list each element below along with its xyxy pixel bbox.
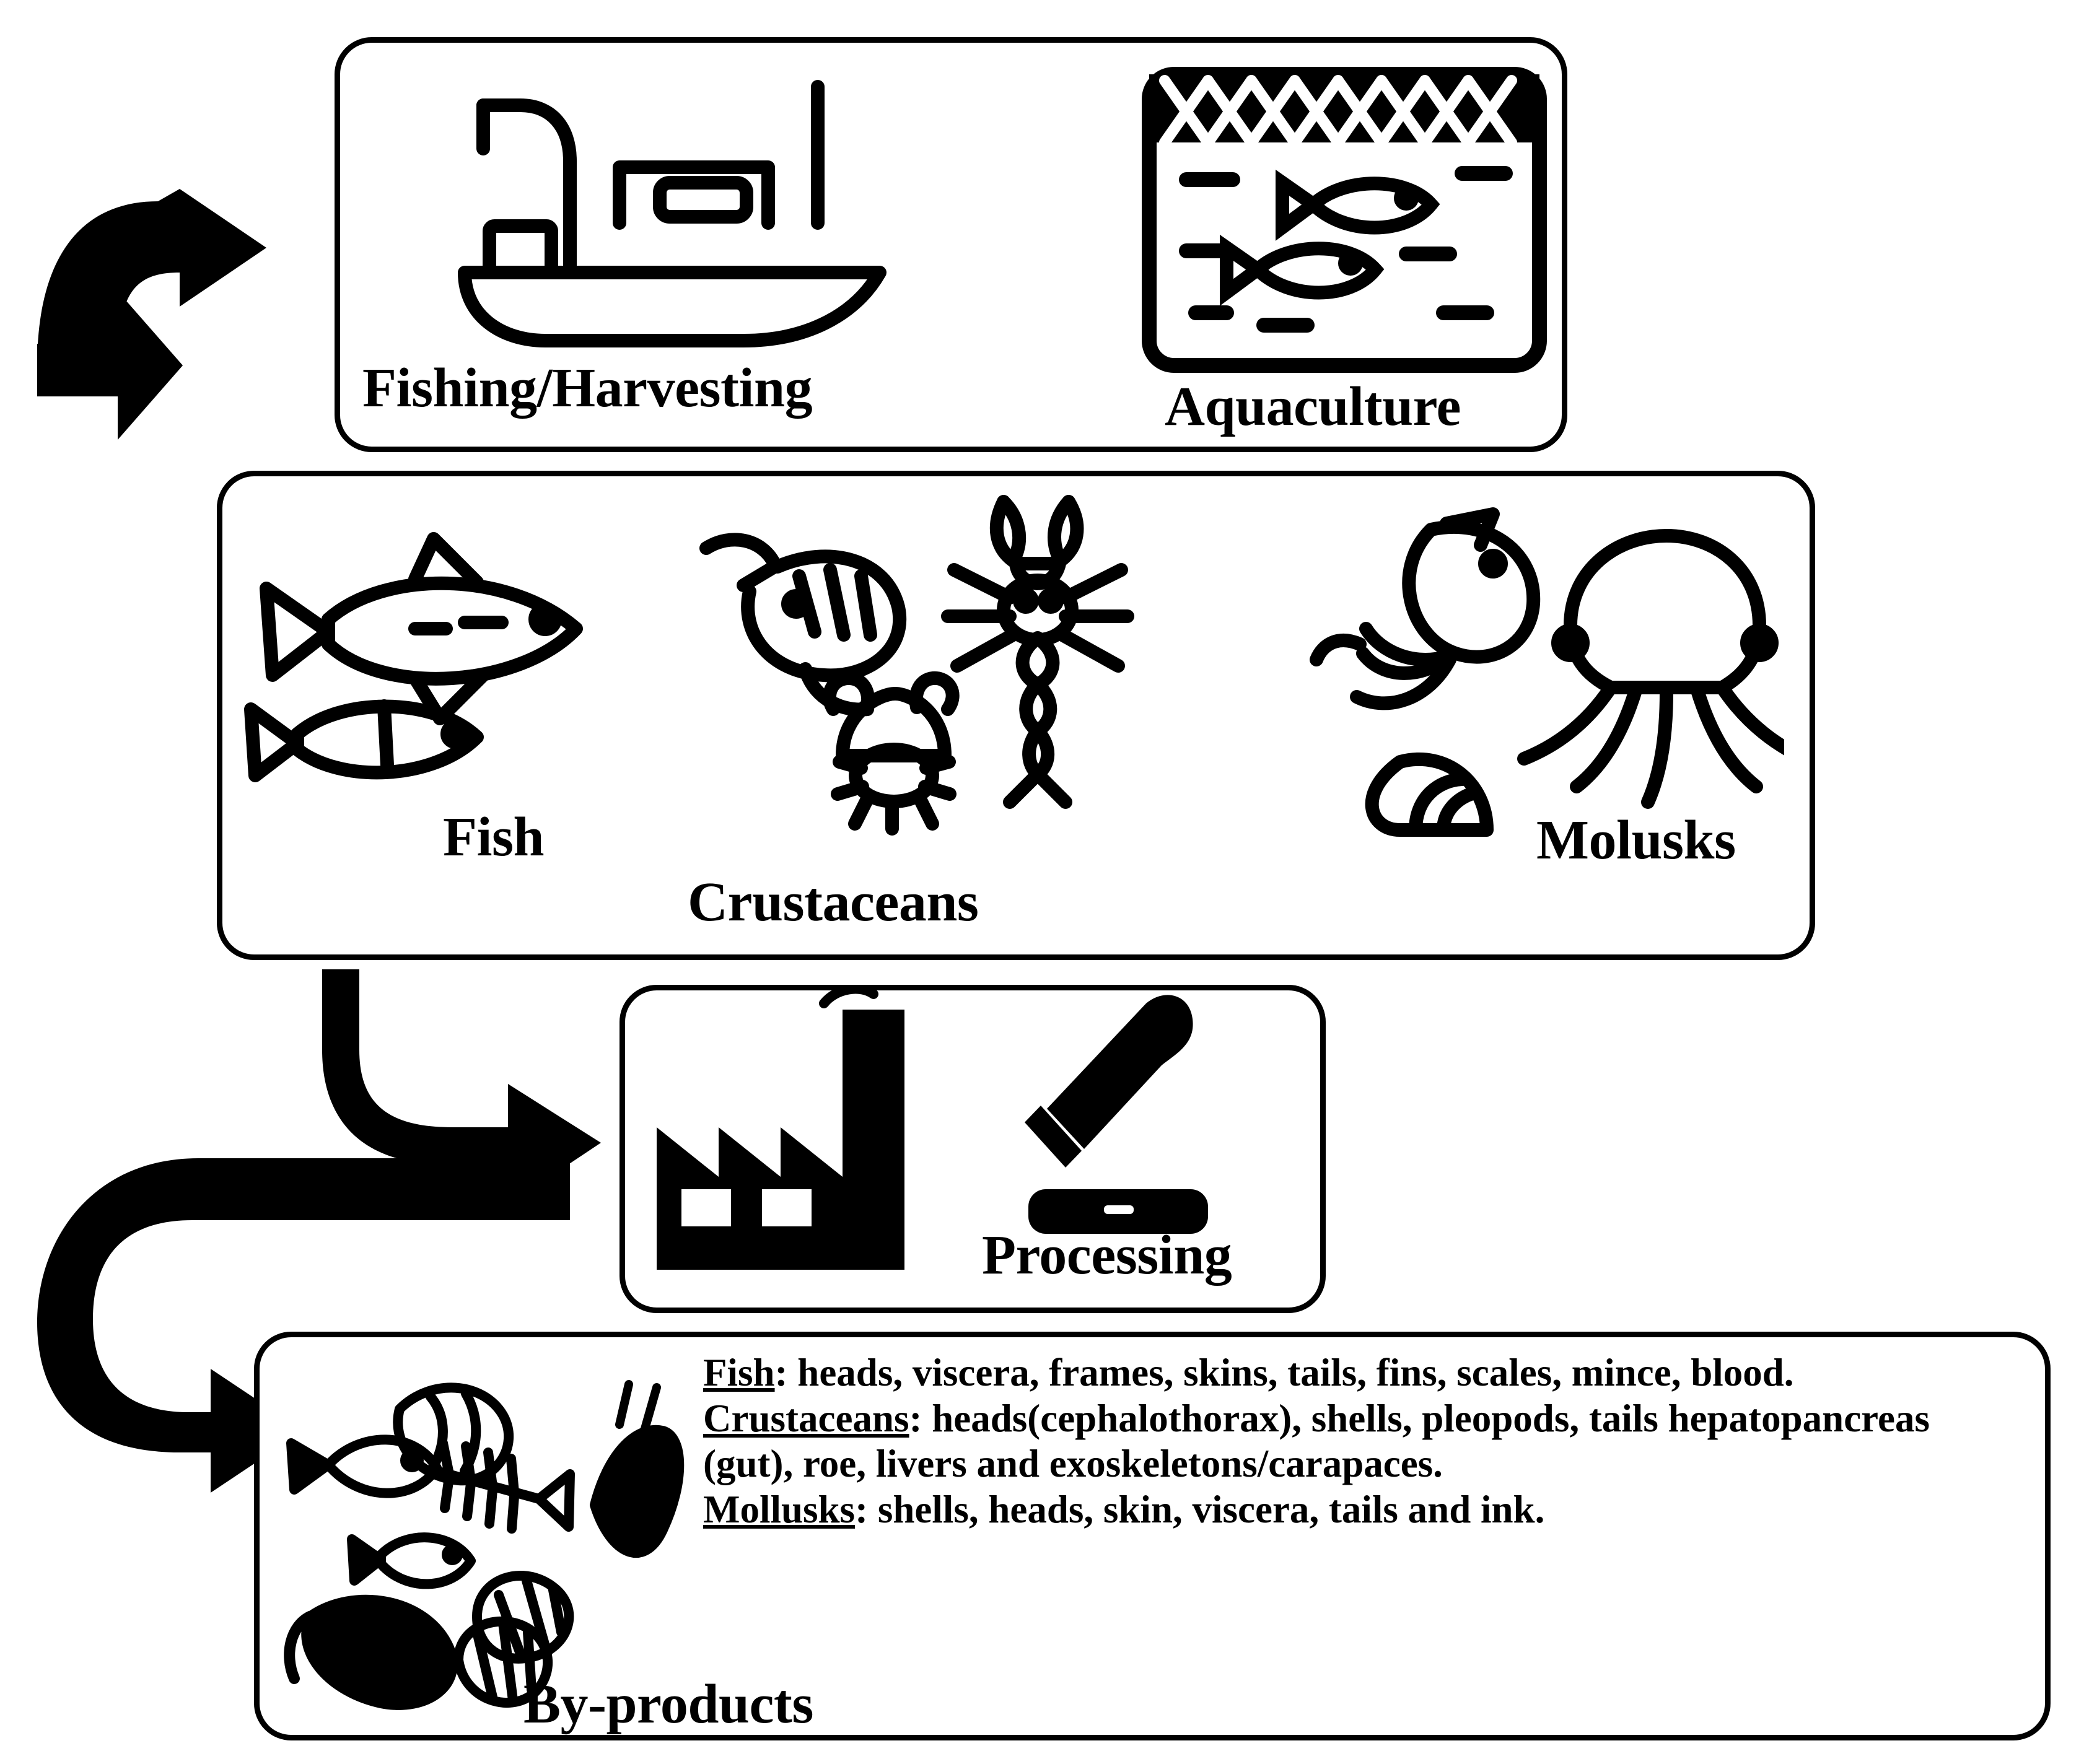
byproducts-mollusks-text: : shells, heads, skin, viscera, tails and ink. <box>855 1488 1545 1532</box>
byproducts-details <box>703 1350 2016 1533</box>
byproducts-crustaceans-text: : heads(cephalothorax), shells, pleopods, tails hepatopancreas (gut), roe, livers and exoskeletons/carapaces. <box>703 1396 1930 1486</box>
byproducts-mollusks-label: Mollusks <box>703 1488 856 1532</box>
fish-remains-icon <box>273 1350 706 1728</box>
label-aquaculture: Aquaculture <box>1165 376 1461 437</box>
byproducts-crustaceans-label: Crustaceans <box>703 1396 909 1440</box>
squid-octopus-shell-icon <box>1289 502 1784 861</box>
fish-tank-icon <box>1140 65 1549 375</box>
byproducts-fish-label: Fish <box>703 1351 775 1394</box>
byproducts-fish-text: : heads, viscera, frames, skins, tails, fins, scales, mince, blood. <box>774 1351 1794 1394</box>
byproducts-fish-line <box>703 1350 2016 1396</box>
byproducts-mollusks-line <box>703 1487 2016 1533</box>
two-fish-icon <box>229 520 626 830</box>
label-crustaceans: Crustaceans <box>688 871 979 933</box>
label-processing: Processing <box>982 1225 1232 1286</box>
label-fish: Fish <box>443 806 545 868</box>
fishing-boat-icon <box>421 68 892 359</box>
shrimp-crab-lobster-icon <box>681 489 1146 867</box>
byproducts-crustaceans-line <box>703 1396 2016 1487</box>
label-byproducts: By-products <box>523 1674 813 1735</box>
label-fishing-harvesting: Fishing/Harvesting <box>362 357 813 419</box>
label-molusks: Molusks <box>1536 810 1736 871</box>
